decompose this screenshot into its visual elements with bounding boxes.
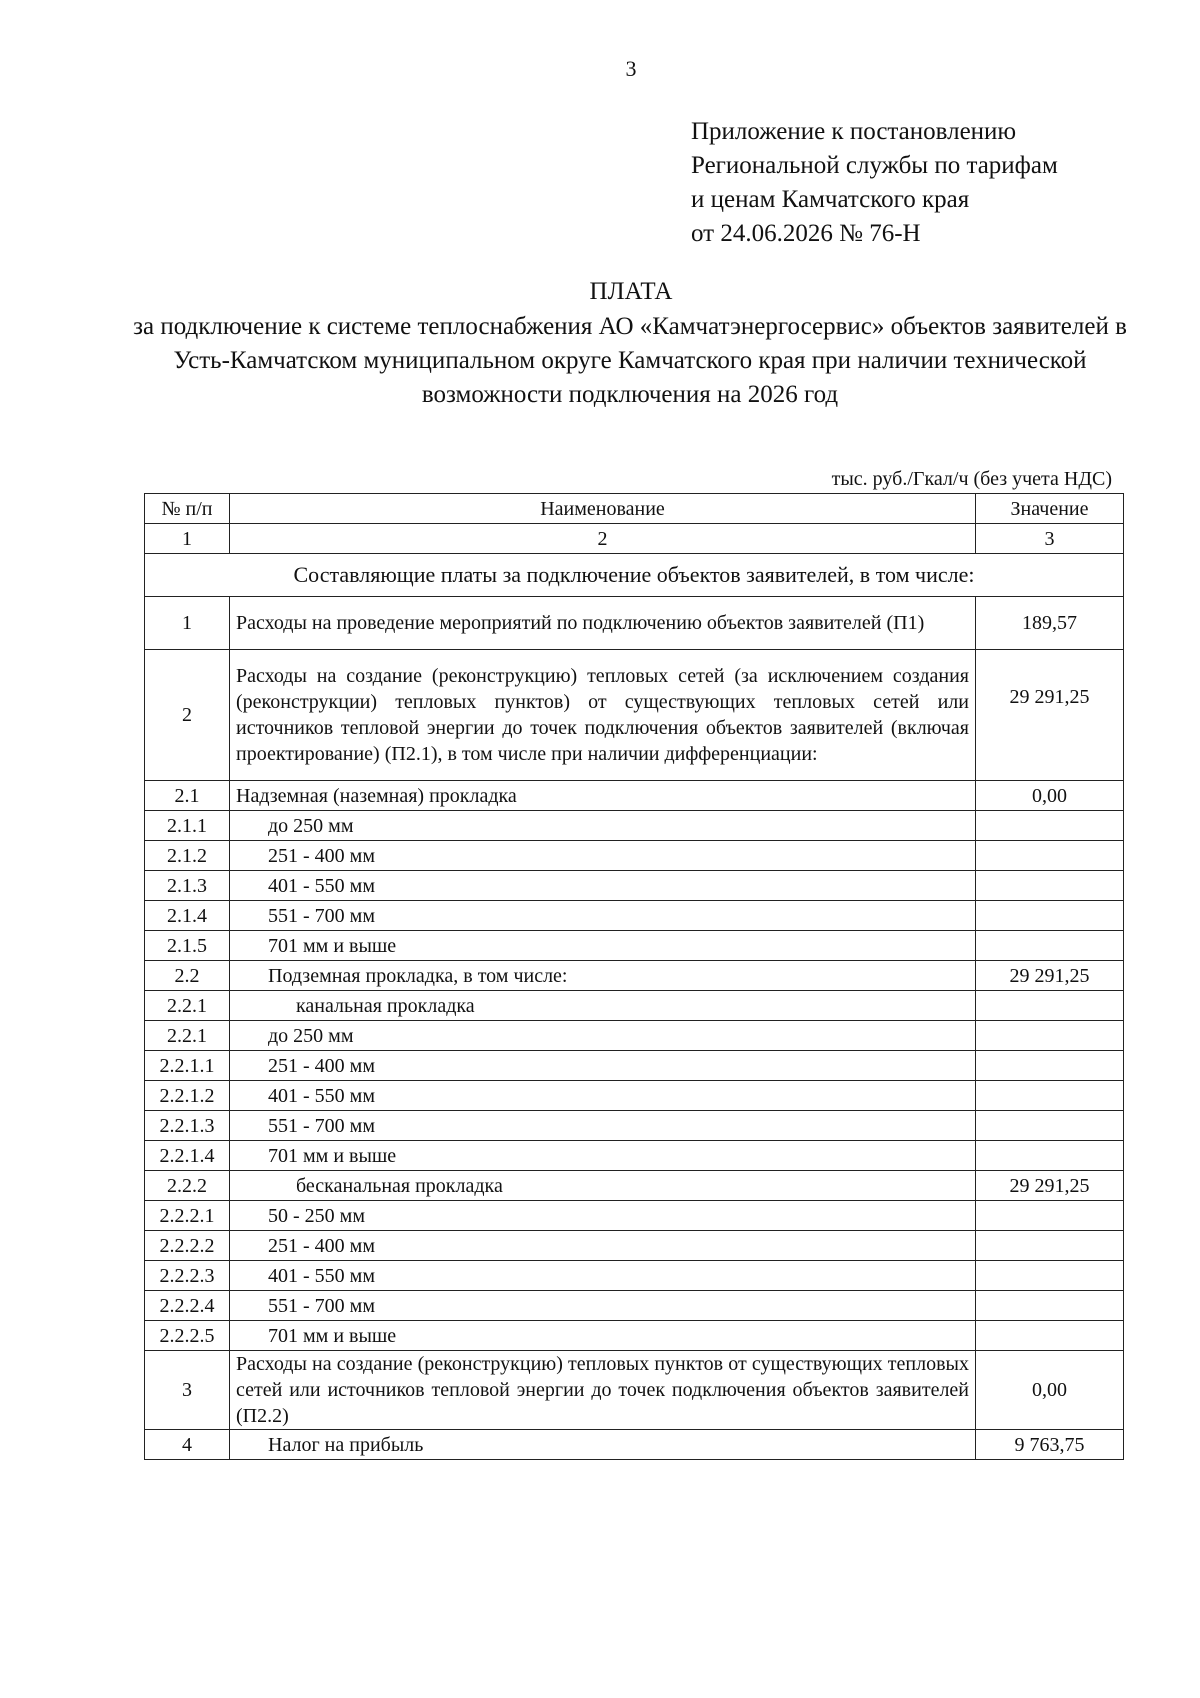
row-value	[976, 1231, 1124, 1261]
appendix-header	[691, 115, 1058, 251]
table-row	[145, 1021, 1124, 1051]
row-num: 2.2.2.3	[145, 1261, 230, 1291]
row-value	[976, 1261, 1124, 1291]
row-value: 29 291,25	[976, 961, 1124, 991]
row-name: 701 мм и выше	[230, 1141, 976, 1171]
row-num: 2	[145, 650, 230, 781]
column-number-row	[145, 524, 1124, 554]
row-name: 551 - 700 мм	[230, 1291, 976, 1321]
section-row	[145, 554, 1124, 597]
row-name: 251 - 400 мм	[230, 1231, 976, 1261]
row-value: 189,57	[976, 597, 1124, 650]
row-value: 29 291,25	[976, 1171, 1124, 1201]
row-name: 701 мм и выше	[230, 1321, 976, 1351]
row-name: 251 - 400 мм	[230, 1051, 976, 1081]
table-row	[145, 811, 1124, 841]
row-name: Подземная прокладка, в том числе:	[230, 961, 976, 991]
row-num: 2.2.2.4	[145, 1291, 230, 1321]
appendix-line: и ценам Камчатского края	[691, 186, 970, 213]
row-name: 551 - 700 мм	[230, 901, 976, 931]
row-num: 2.2.1.2	[145, 1081, 230, 1111]
row-value	[976, 931, 1124, 961]
row-name: бесканальная прокладка	[230, 1171, 976, 1201]
table-row	[145, 931, 1124, 961]
row-num: 2.2	[145, 961, 230, 991]
row-value: 9 763,75	[976, 1430, 1124, 1460]
row-value: 29 291,25	[976, 650, 1124, 781]
row-name: Расходы на проведение мероприятий по подключению объектов заявителей (П1)	[230, 597, 976, 650]
row-value	[976, 901, 1124, 931]
row-value: 0,00	[976, 781, 1124, 811]
row-name: 401 - 550 мм	[230, 1081, 976, 1111]
header-num: № п/п	[145, 494, 230, 524]
table-row	[145, 871, 1124, 901]
table-row	[145, 1231, 1124, 1261]
row-num: 2.2.2.5	[145, 1321, 230, 1351]
row-value	[976, 1051, 1124, 1081]
table-row	[145, 1201, 1124, 1231]
row-name: 251 - 400 мм	[230, 841, 976, 871]
appendix-line: Региональной службы по тарифам	[691, 152, 1058, 179]
row-num: 2.1.4	[145, 901, 230, 931]
row-num: 2.2.2.1	[145, 1201, 230, 1231]
table-row	[145, 1141, 1124, 1171]
row-name: Расходы на создание (реконструкцию) тепловых пунктов от существующих тепловых сетей или источников тепловой энергии до точек подключения объектов заявителей (П2.2)	[230, 1351, 976, 1430]
table-row	[145, 1081, 1124, 1111]
row-value	[976, 991, 1124, 1021]
row-num: 2.2.1	[145, 1021, 230, 1051]
table-row	[145, 961, 1124, 991]
table-row	[145, 597, 1124, 650]
row-num: 1	[145, 597, 230, 650]
row-num: 2.1.3	[145, 871, 230, 901]
row-num: 2.2.2.2	[145, 1231, 230, 1261]
document-title: ПЛАТА	[589, 278, 673, 305]
table-header-row	[145, 494, 1124, 524]
row-num: 2.1.1	[145, 811, 230, 841]
row-name: до 250 мм	[230, 1021, 976, 1051]
table-row	[145, 781, 1124, 811]
appendix-line: Приложение к постановлению	[691, 118, 1017, 145]
col-number: 1	[145, 524, 230, 554]
row-name: Надземная (наземная) прокладка	[230, 781, 976, 811]
row-name: Налог на прибыль	[230, 1430, 976, 1460]
col-number: 2	[230, 524, 976, 554]
row-num: 2.2.1	[145, 991, 230, 1021]
document-subtitle: за подключение к системе теплоснабжения АО «Камчатэнергосервис» объектов заявителей в Усть-Камчатском муниципальном округе Камчатского края при наличии технической возможности подключения на 2026 год	[133, 313, 1127, 408]
row-value	[976, 1021, 1124, 1051]
row-num: 2.2.1.3	[145, 1111, 230, 1141]
row-name: Расходы на создание (реконструкцию) тепловых сетей (за исключением создания (реконструкции) тепловых пунктов) от существующих тепловых сетей или источников тепловой энергии до точек подключения объектов заявителей (включая проектирование) (П2.1), в том числе при наличии дифференциации:	[230, 650, 976, 781]
table-row	[145, 1171, 1124, 1201]
table-row	[145, 1351, 1124, 1430]
row-value	[976, 841, 1124, 871]
row-num: 2.1.2	[145, 841, 230, 871]
row-value	[976, 1081, 1124, 1111]
col-number: 3	[976, 524, 1124, 554]
row-name: 50 - 250 мм	[230, 1201, 976, 1231]
table-row	[145, 991, 1124, 1021]
table-row	[145, 1051, 1124, 1081]
row-num: 2.1	[145, 781, 230, 811]
row-value	[976, 1321, 1124, 1351]
table-row	[145, 1321, 1124, 1351]
table-row	[145, 1291, 1124, 1321]
row-name: до 250 мм	[230, 811, 976, 841]
row-num: 2.1.5	[145, 931, 230, 961]
row-name: 551 - 700 мм	[230, 1111, 976, 1141]
tariff-table	[144, 493, 1124, 1460]
units-note: тыс. руб./Гкал/ч (без учета НДС)	[831, 468, 1112, 490]
row-name: 701 мм и выше	[230, 931, 976, 961]
row-value	[976, 1201, 1124, 1231]
header-value: Значение	[976, 494, 1124, 524]
header-name: Наименование	[230, 494, 976, 524]
row-value	[976, 811, 1124, 841]
table-row	[145, 1261, 1124, 1291]
appendix-date-line: от 24.06.2026 № 76-Н	[691, 220, 921, 247]
table-row	[145, 650, 1124, 781]
row-num: 2.2.1.1	[145, 1051, 230, 1081]
row-value	[976, 1141, 1124, 1171]
row-value: 0,00	[976, 1351, 1124, 1430]
row-value	[976, 1291, 1124, 1321]
row-num: 2.2.2	[145, 1171, 230, 1201]
table-row	[145, 901, 1124, 931]
table-row	[145, 1111, 1124, 1141]
section-heading: Составляющие платы за подключение объектов заявителей, в том числе:	[145, 554, 1124, 597]
row-num: 3	[145, 1351, 230, 1430]
page-number: 3	[625, 56, 637, 81]
row-value	[976, 871, 1124, 901]
row-value	[976, 1111, 1124, 1141]
row-num: 4	[145, 1430, 230, 1460]
row-name: 401 - 550 мм	[230, 1261, 976, 1291]
table-row	[145, 1430, 1124, 1460]
row-name: канальная прокладка	[230, 991, 976, 1021]
row-name: 401 - 550 мм	[230, 871, 976, 901]
row-num: 2.2.1.4	[145, 1141, 230, 1171]
table-row	[145, 841, 1124, 871]
